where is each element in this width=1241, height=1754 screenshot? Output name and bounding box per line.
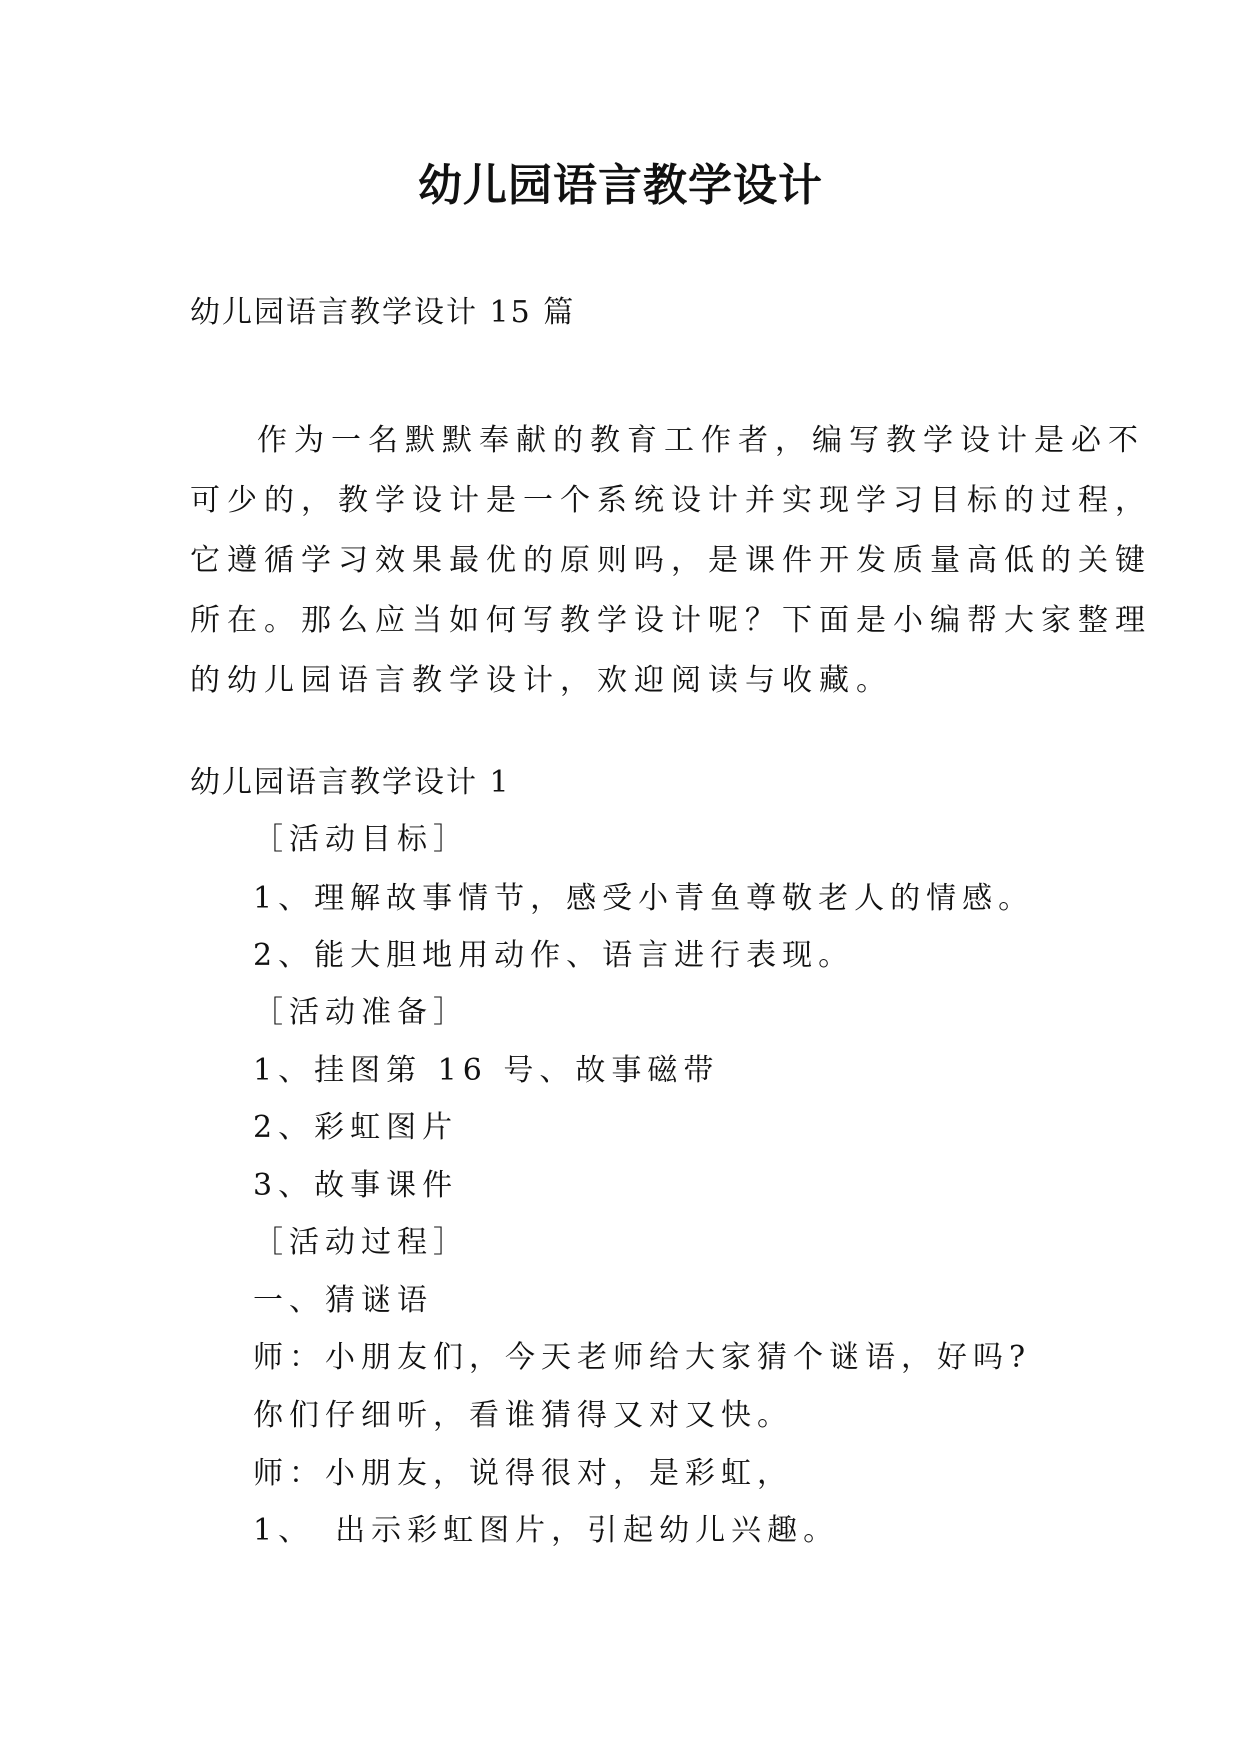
document-subtitle: 幼儿园语言教学设计 15 篇 [190, 295, 576, 330]
goal-heading: ［活动目标］ [253, 822, 469, 857]
intro-line: 它遵循学习效果最优的原则吗，是课件开发质量高低的关键 [190, 543, 1152, 578]
prep-heading: ［活动准备］ [253, 995, 469, 1030]
prep-item: 3、故事课件 [253, 1168, 459, 1203]
intro-line: 可少的，教学设计是一个系统设计并实现学习目标的过程， [190, 483, 1152, 518]
intro-line: 所在。那么应当如何写教学设计呢？下面是小编帮大家整理 [190, 603, 1152, 638]
intro-line: 的幼儿园语言教学设计，欢迎阅读与收藏。 [190, 663, 893, 698]
document-title: 幼儿园语言教学设计 [418, 160, 823, 211]
goal-item: 1、理解故事情节，感受小青鱼尊敬老人的情感。 [253, 881, 1035, 916]
process-item: 一、猜谜语 [253, 1283, 433, 1318]
prep-item: 2、彩虹图片 [253, 1110, 459, 1145]
goal-item: 2、能大胆地用动作、语言进行表现。 [253, 938, 855, 973]
intro-paragraph [190, 411, 1152, 711]
process-item: 师：小朋友，说得很对，是彩虹， [253, 1456, 793, 1491]
section-heading: 幼儿园语言教学设计 1 [190, 765, 511, 800]
prep-item: 1、挂图第 16 号、故事磁带 [253, 1053, 720, 1088]
intro-line: 作为一名默默奉献的教育工作者，编写教学设计是必不 [257, 423, 1145, 458]
process-heading: ［活动过程］ [253, 1225, 469, 1260]
process-item: 1、 出示彩虹图片，引起幼儿兴趣。 [253, 1513, 840, 1548]
process-item: 你们仔细听，看谁猜得又对又快。 [253, 1398, 793, 1433]
process-item: 师：小朋友们，今天老师给大家猜个谜语，好吗? [253, 1340, 1032, 1375]
